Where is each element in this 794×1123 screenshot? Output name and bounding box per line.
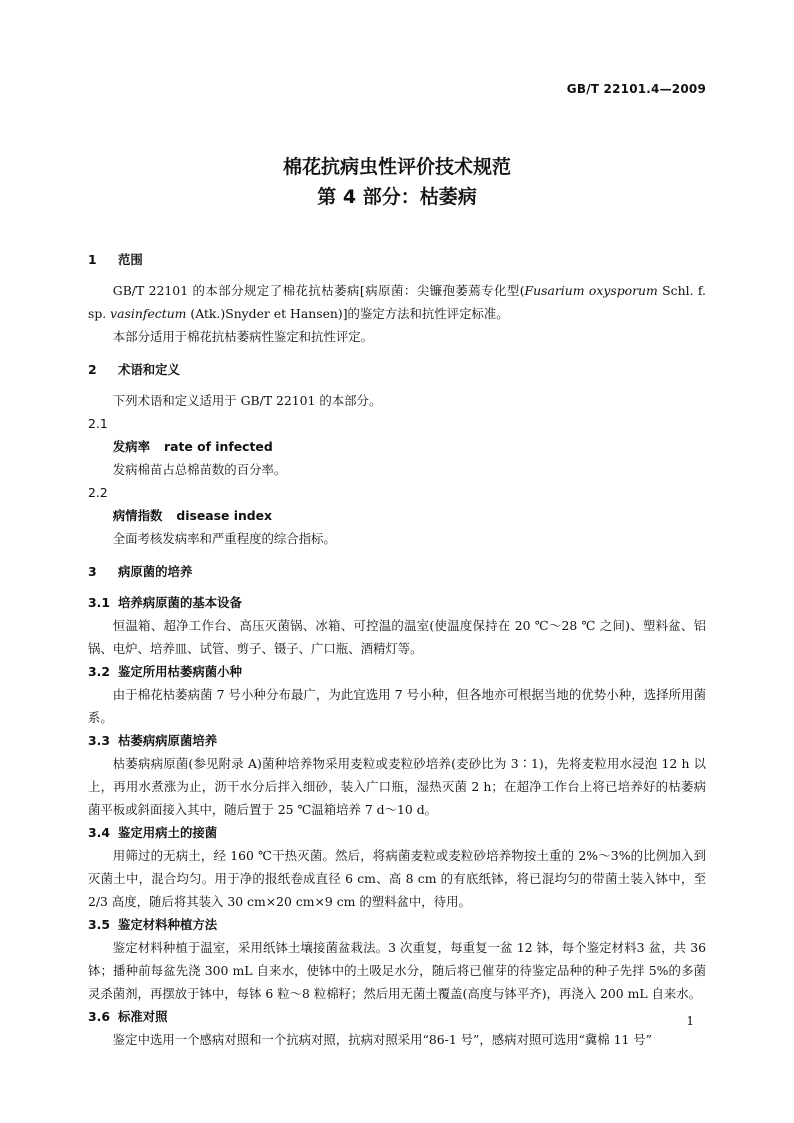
paragraph: 鉴定材料种植于温室，采用纸钵土壤接菌盆栽法。3 次重复，每重复一盆 12 钵，每个鉴定材料3 盆，共 36 钵；播种前每盆先浇 300 mL 自来水，使钵中的土吸足水分，随后将已催芽的待鉴定品种的种子先拌 5%的多菌灵杀菌剂，再摆放于钵中，每钵 6 粒～8 粒棉籽；然后用无菌土覆盖(高度与钵平齐)，再浇入 200 mL 自来水。 xyxy=(88,940,706,1001)
subsection-number: 3.2 xyxy=(88,664,110,679)
term-en: rate of infected xyxy=(163,439,273,454)
paragraph: 由于棉花枯萎病菌 7 号小种分布最广，为此宜选用 7 号小种，但各地亦可根据当地的优势小种，选择所用菌系。 xyxy=(88,687,706,725)
subsection-title: 枯萎病病原菌培养 xyxy=(118,733,218,748)
subsection-title: 培养病原菌的基本设备 xyxy=(118,595,242,610)
document-title: 棉花抗病虫性评价技术规范 xyxy=(282,156,511,178)
section-3-heading xyxy=(88,560,706,583)
standard-number: GB/T 22101.4—2009 xyxy=(566,82,706,96)
text-run: Schl. f. sp. xyxy=(88,283,706,321)
section-2-heading xyxy=(88,358,706,381)
paragraph: 下列术语和定义适用于 GB/T 22101 的本部分。 xyxy=(112,393,382,408)
subsection-heading xyxy=(88,729,706,752)
section-number: 3 xyxy=(88,564,97,579)
subsection-heading xyxy=(88,913,706,936)
italic-text: vasinfectum xyxy=(110,306,187,321)
subsection-heading xyxy=(88,821,706,844)
paragraph: 用筛过的无病土，经 160 ℃干热灭菌。然后，将病菌麦粒或麦粒砂培养物按土重的 2%～3%的比例加入到灭菌土中，混合均匀。用于净的报纸卷成直径 6 cm、高 8 cm 的有底纸钵，将已混均匀的带菌土装入钵中，至 2/3 高度，随后将其装入 30 cm×20 cm×9 cm 的塑料盆中，待用。 xyxy=(88,848,706,909)
subsection-heading xyxy=(88,591,706,614)
text-run: (Atk.)Snyder et Hansen)]的鉴定方法和抗性评定标准。 xyxy=(186,306,509,321)
term-en: disease index xyxy=(176,508,273,523)
subsection-title: 鉴定所用枯萎病菌小种 xyxy=(118,664,242,679)
document-body xyxy=(88,248,706,1051)
term-cn: 发病率 xyxy=(112,439,150,454)
paragraph xyxy=(88,279,706,325)
subsection-title: 鉴定用病土的接菌 xyxy=(118,825,218,840)
page-number: 1 xyxy=(686,1014,694,1028)
italic-text: Fusarium oxysporum xyxy=(524,283,658,298)
term-number: 2.2 xyxy=(88,485,108,500)
subsection-number: 3.4 xyxy=(88,825,110,840)
term-definition: 全面考核发病率和严重程度的综合指标。 xyxy=(112,531,336,546)
paragraph: 本部分适用于棉花抗枯萎病性鉴定和抗性评定。 xyxy=(112,329,373,344)
document-subtitle: 第 4 部分：枯萎病 xyxy=(317,186,477,208)
text-run: GB/T 22101 的本部分规定了棉花抗枯萎病[病原菌：尖镰孢萎蔫专化型( xyxy=(112,283,525,298)
term-definition: 发病棉苗占总棉苗数的百分率。 xyxy=(112,462,287,477)
subsection-heading xyxy=(88,660,706,683)
section-title: 范围 xyxy=(118,252,143,267)
paragraph: 恒温箱、超净工作台、高压灭菌锅、冰箱、可控温的温室(使温度保持在 20 ℃～28 ℃ 之间)、塑料盆、铝锅、电炉、培养皿、试管、剪子、镊子、广口瓶、酒精灯等。 xyxy=(88,618,706,656)
section-1-heading xyxy=(88,248,706,271)
term-heading xyxy=(88,504,706,527)
subsection-number: 3.6 xyxy=(88,1009,110,1024)
term-heading xyxy=(88,435,706,458)
term-number: 2.1 xyxy=(88,416,108,431)
term-cn: 病情指数 xyxy=(112,508,163,523)
section-number: 2 xyxy=(88,362,97,377)
subsection-number: 3.5 xyxy=(88,917,110,932)
section-number: 1 xyxy=(88,252,97,267)
section-title: 病原菌的培养 xyxy=(118,564,193,579)
paragraph: 鉴定中选用一个感病对照和一个抗病对照，抗病对照采用“86-1 号”，感病对照可选用“冀棉 11 号” xyxy=(112,1032,653,1047)
subsection-title: 鉴定材料种植方法 xyxy=(118,917,218,932)
subsection-number: 3.1 xyxy=(88,595,110,610)
subsection-heading xyxy=(88,1005,706,1028)
paragraph: 枯萎病病原菌(参见附录 A)菌种培养物采用麦粒或麦粒砂培养(麦砂比为 3∶1)，先将麦粒用水浸泡 12 h 以上，再用水煮涨为止，沥干水分后拌入细砂，装入广口瓶，湿热灭菌 2 h；在超净工作台上将已培养好的枯萎病菌平板或斜面接入其中，随后置于 25 ℃温箱培养 7 d～10 d。 xyxy=(88,756,706,817)
subsection-title: 标准对照 xyxy=(118,1009,168,1024)
subsection-number: 3.3 xyxy=(88,733,110,748)
section-title: 术语和定义 xyxy=(118,362,180,377)
